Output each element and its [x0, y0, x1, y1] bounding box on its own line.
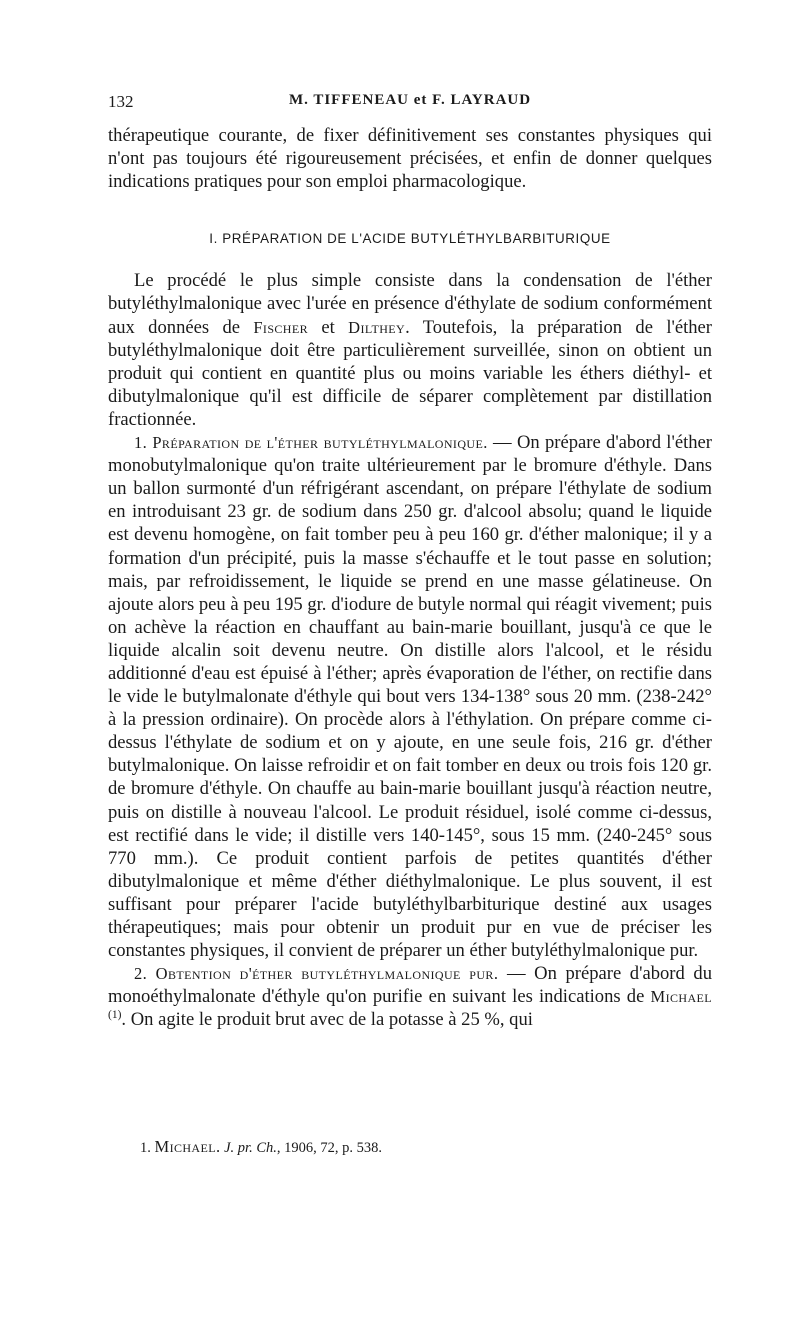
step1-paragraph — [108, 431, 712, 962]
step2-heading: 2. Obtention d'éther butyléthylmalonique pur. — [134, 964, 499, 984]
running-head: M. TIFFENEAU et F. LAYRAUD — [288, 92, 532, 108]
author-name-michael: Michael — [650, 987, 712, 1007]
intro-paragraph — [108, 269, 712, 431]
footnote-reference[interactable]: (1) — [108, 1009, 122, 1022]
step2-text-2: . On agite le produit brut avec de la potasse à 25 %, qui — [121, 1009, 533, 1031]
body-text — [108, 124, 712, 1031]
intro-text-1: Le procédé le plus simple consiste dans la condensation de l'éther butyléthylmalonique avec l'urée en présence d'éthylate de sodium conformément aux données de — [108, 270, 712, 338]
step1-heading: 1. Préparation de l'éther butyléthylmalonique. — [134, 433, 488, 453]
page-number: 132 — [108, 92, 134, 111]
footnote-number: 1. — [140, 1140, 151, 1156]
footnote — [140, 1138, 712, 1157]
footnote-details: , 1906, 72, p. 538. — [276, 1140, 383, 1156]
footnote-journal: J. pr. Ch. — [224, 1140, 277, 1156]
intro-text-2: et — [308, 316, 349, 338]
step1-text: — On prépare d'abord l'éther monobutylmalonique qu'on traite ultérieurement par le bromure d'éthyle. Dans un ballon surmonté d'un réfrigérant ascendant, on prépare l'éthylate de sodium en introduisant 23 gr. de sodium dans 250 gr. d'alcool absolu; quand le liquide est devenu homogène, on fait tomber peu à peu 160 gr. d'éther malonique; il y a formation d'un précipité, puis la masse s'échauffe et le tout passe en solution; mais, par refroidissement, le liquide se prend en une masse gélatineuse. On ajoute alors peu à peu 195 gr. d'iodure de butyle normal qui réagit vivement; puis on achève la réaction en chauffant au bain-marie bouillant, jusqu'à ce que le liquide alcalin soit devenu neutre. On distille alors l'alcool, et le résidu additionné d'eau est épuisé à l'éther; après évaporation de l'éther, on rectifie dans le vide le butylmalonate d'éthyle qui bout vers 134-138° sous 20 mm. (238-242° à la pression ordinaire). On procède alors à l'éthylation. On prépare comme ci-dessus l'éthylate de sodium et on y ajoute, en une seule fois, 216 gr. d'éther butylmalonique. On laisse refroidir et on fait tomber en deux ou trois fois 120 gr. de bromure d'éthyle. On chauffe au bain-marie bouillant jusqu'à réaction neutre, puis on distille à nouveau l'alcool. Le produit résiduel, isolé comme ci-dessus, est rectifié dans le vide; il distille vers 140-145°, sous 15 mm. (240-245° sous 770 mm.). Ce produit contient parfois de petites quantités d'éther dibutylmalonique et même d'éther diéthylmalonique. Le plus souvent, il est suffisant pour préparer l'acide butyléthylbarbiturique destiné aux usages thérapeutiques; mais pour obtenir un produit pur en vue de préciser les constantes physiques, il convient de préparer un éther butyléthylmalonique pur. — [108, 432, 712, 962]
footnote-author: Michael. — [154, 1137, 221, 1156]
author-name-dilthey: Dilthey — [348, 317, 406, 337]
section-title: I. PRÉPARATION DE L'ACIDE BUTYLÉTHYLBARBITURIQUE — [209, 231, 611, 247]
author-name-fischer: Fischer — [253, 317, 309, 337]
step2-paragraph — [108, 962, 712, 1031]
opening-paragraph: thérapeutique courante, de fixer définitivement ses constantes physiques qui n'ont pas toujours été rigoureusement précisées, et enfin de donner quelques indications pratiques pour son emploi pharmacologique. — [108, 125, 712, 193]
step2-text-1: — On prépare d'abord du monoéthylmalonate d'éthyle qu'on purifie en suivant les indications de — [108, 963, 712, 1008]
intro-text-3: . Toutefois, la préparation de l'éther butyléthylmalonique doit être particulièrement surveillée, sinon on obtient un produit qui contient en quantité plus ou moins variable les éthers diéthyl- et dibutylmalonique qu'il est difficile de séparer complètement par distillation fractionnée. — [108, 316, 712, 430]
page-header — [108, 92, 712, 116]
